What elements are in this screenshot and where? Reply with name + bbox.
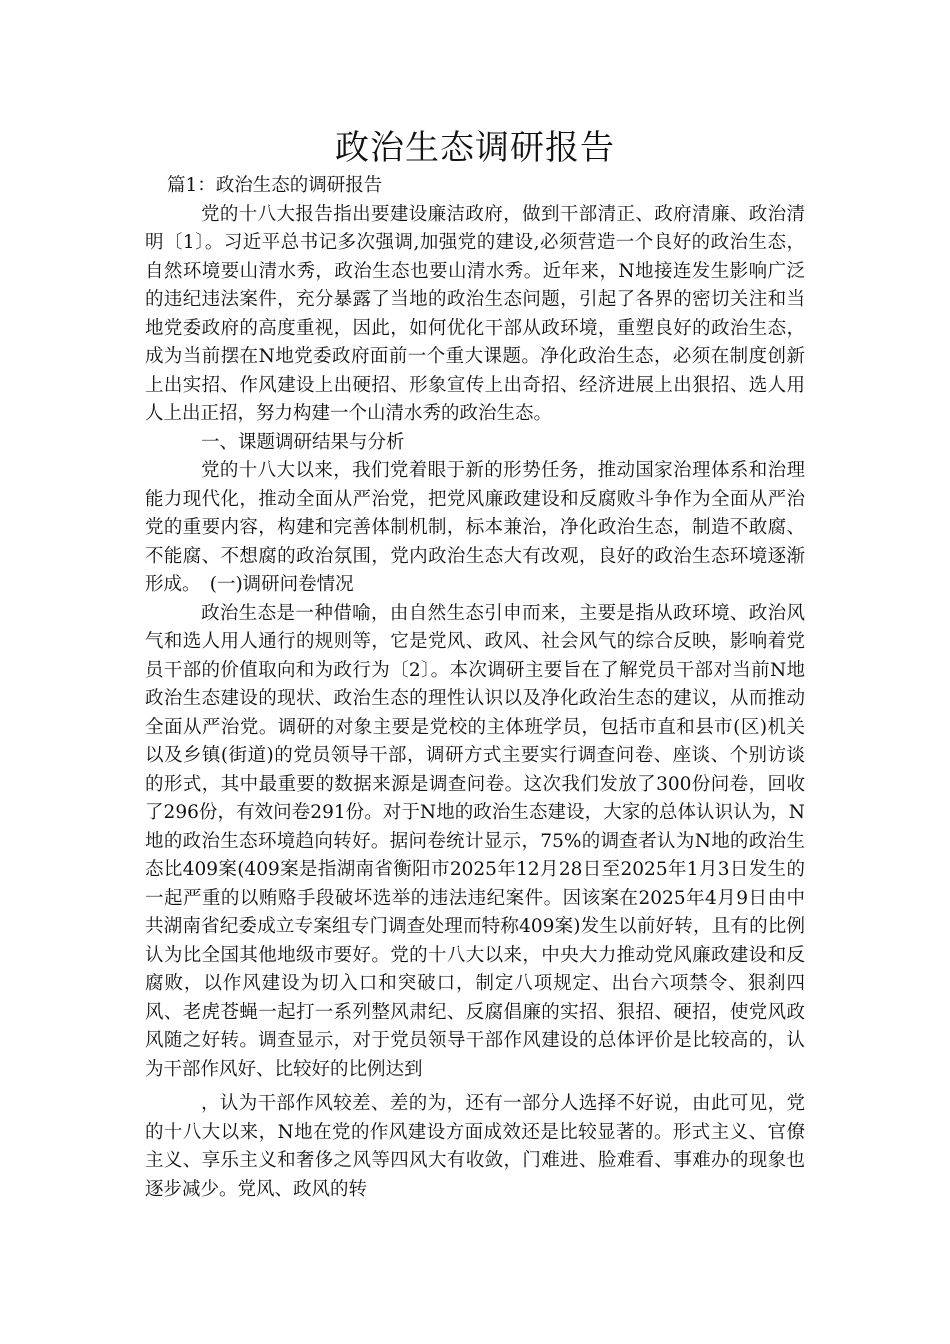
document-title: 政治生态调研报告 [335,128,615,168]
paragraph-intro: 党的十八大报告指出要建设廉洁政府，做到干部清正、政府清廉、政治清明〔1〕。习近平总书记多次强调,加强党的建设,必须营造一个良好的政治生态，自然环境要山清水秀，政治生态也要山清水秀。近年来，N地接连发生影响广泛的违纪违法案件，充分暴露了当地的政治生态问题，引起了各界的密切关注和当地党委政府的高度重视，因此，如何优化干部从政环境，重塑良好的政治生态，成为当前摆在N地党委政府面前一个重大课题。净化政治生态，必须在制度创新上出实招、作风建设上出硬招、形象宣传上出奇招、经济进展上出狠招、选人用人上出正招，努力构建一个山清水秀的政治生态。 [145,203,805,424]
paragraph-continuation: ，认为干部作风较差、差的为，还有一部分人选择不好说，由此可见，党的十八大以来，N地在党的作风建设方面成效还是比较显著的。形式主义、官僚主义、享乐主义和奢侈之风等四风大有收敛，门难进、脸难看、事难办的现象也逐步减少。党风、政风的转 [145,1093,805,1200]
section-subtitle: 篇1：政治生态的调研报告 [167,175,383,196]
document-body [145,172,805,1204]
section-heading: 一、课题调研结果与分析 [201,431,405,453]
paragraph-since-18th-congress: 党的十八大以来，我们党着眼于新的形势任务，推动国家治理体系和治理能力现代化，推动全面从严治党，把党风廉政建设和反腐败斗争作为全面从严治党的重要内容，构建和完善体制机制，标本兼治，净化政治生态，制造不敢腐、不能腐、不想腐的政治氛围，党内政治生态大有改观，良好的政治生态环境逐渐形成。 (一)调研问卷情况 [145,460,805,595]
paragraph-survey: 政治生态是一种借喻，由自然生态引申而来，主要是指从政环境、政治风气和选人用人通行的规则等，它是党风、政风、社会风气的综合反映，影响着党员干部的价值取向和为政行为〔2〕。本次调研主要旨在了解党员干部对当前N地政治生态建设的现状、政治生态的理性认识以及净化政治生态的建议，从而推动全面从严治党。调研的对象主要是党校的主体班学员，包括市直和县市(区)机关以及乡镇(街道)的党员领导干部，调研方式主要实行调查问卷、座谈、个别访谈的形式，其中最重要的数据来源是调查问卷。这次我们发放了300份问卷，回收了296份，有效问卷291份。对于N地的政治生态建设，大家的总体认识认为，N地的政治生态环境趋向转好。据问卷统计显示，75%的调查者认为N地的政治生态比409案(409案是指湖南省衡阳市2025年12月28日至2025年1月3日发生的一起严重的以贿赂手段破坏选举的违法违纪案件。因该案在2025年4月9日由中共湖南省纪委成立专案组专门调查处理而特称409案)发生以前好转，且有的比例认为比全国其他地级市要好。党的十八大以来，中央大力推动党风廉政建设和反腐败，以作风建设为切入口和突破口，制定八项规定、出台六项禁令、狠刹四风、老虎苍蝇一起打一系列整风肃纪、反腐倡廉的实招、狠招、硬招，使党风政风随之好转。调查显示，对于党员领导干部作风建设的总体评价是比较高的，认为干部作风好、比较好的比例达到 [145,602,805,1080]
